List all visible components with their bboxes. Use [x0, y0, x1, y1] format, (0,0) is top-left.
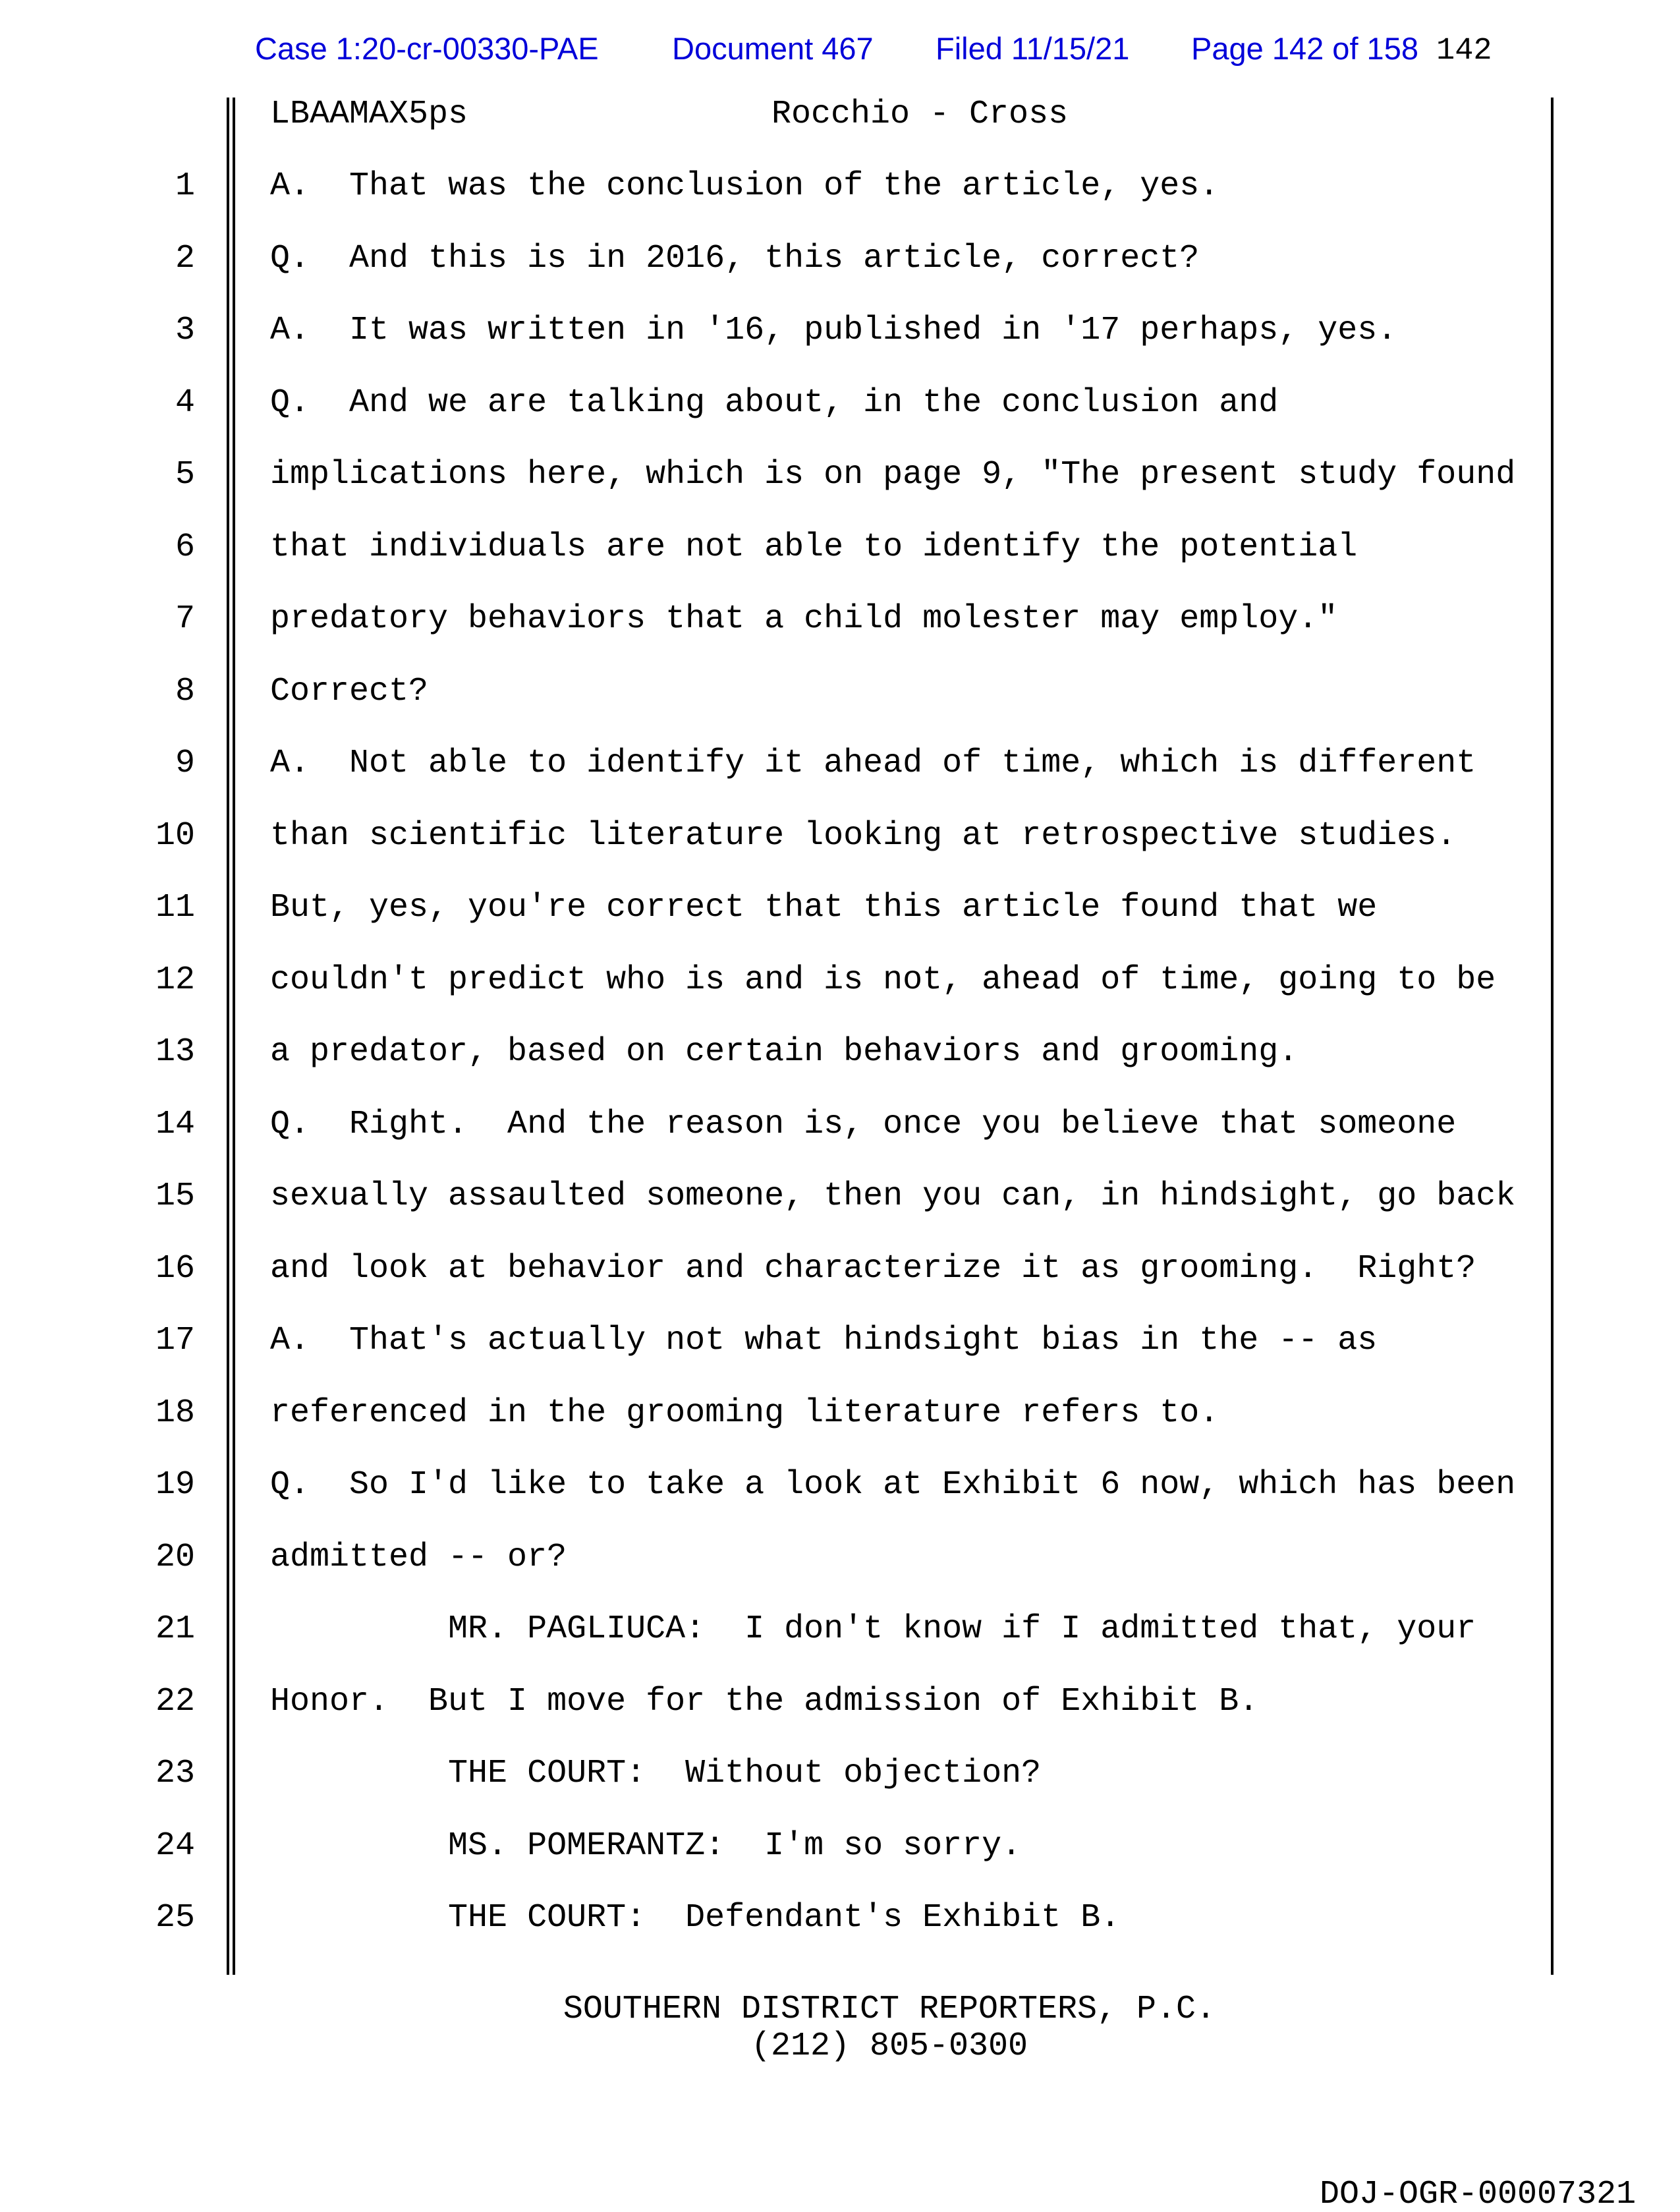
session-code: LBAAMAX5ps [270, 96, 468, 133]
line-number: 11 [155, 889, 195, 926]
bates-number: DOJ-OGR-00007321 [1320, 2176, 1637, 2212]
transcript-line [0, 1755, 1680, 1795]
line-number: 3 [175, 312, 195, 349]
transcript-line [0, 1106, 1680, 1146]
line-text: admitted -- or? [270, 1538, 567, 1576]
line-text: Honor. But I move for the admission of Exhibit B. [270, 1682, 1259, 1720]
transcript-line [0, 1900, 1680, 1939]
transcript-line [0, 385, 1680, 424]
line-text: THE COURT: Without objection? [270, 1755, 1042, 1792]
transcript-line [0, 745, 1680, 785]
line-number: 21 [155, 1610, 195, 1648]
stamp-document: Document 467 [672, 31, 874, 66]
transcript-line [0, 457, 1680, 496]
line-text: implications here, which is on page 9, "The present study found [270, 456, 1516, 494]
line-text: than scientific literature looking at retrospective studies. [270, 816, 1457, 855]
footer-reporter: SOUTHERN DISTRICT REPORTERS, P.C. [563, 1991, 1216, 2028]
line-number: 5 [175, 456, 195, 494]
line-number: 20 [155, 1538, 195, 1576]
line-number: 24 [155, 1827, 195, 1865]
line-number: 16 [155, 1249, 195, 1288]
transcript-line [0, 962, 1680, 1002]
witness-title: Rocchio - Cross [771, 96, 1069, 133]
transcript-line [0, 1684, 1680, 1723]
line-text: sexually assaulted someone, then you can, in hindsight, go back [270, 1177, 1516, 1215]
line-number: 23 [155, 1755, 195, 1792]
transcript-line [0, 818, 1680, 857]
line-number: 6 [175, 528, 195, 566]
line-text: predatory behaviors that a child molester may employ." [270, 600, 1338, 638]
line-text: couldn't predict who is and is not, ahead of time, going to be [270, 961, 1496, 999]
transcript-line [0, 1539, 1680, 1579]
line-text: A. It was written in '16, published in '17 perhaps, yes. [270, 312, 1397, 349]
transcript-line [0, 1178, 1680, 1218]
stamp-case-number: Case 1:20-cr-00330-PAE [255, 31, 599, 66]
line-text: MS. POMERANTZ: I'm so sorry. [270, 1827, 1022, 1865]
line-text: A. That's actually not what hindsight bias in the -- as [270, 1322, 1378, 1359]
line-number: 7 [175, 600, 195, 638]
line-number: 22 [155, 1682, 195, 1720]
line-number: 14 [155, 1105, 195, 1143]
line-text: Q. And this is in 2016, this article, correct? [270, 239, 1200, 277]
line-number: 9 [175, 745, 195, 782]
transcript-line [0, 168, 1680, 208]
line-text: Q. So I'd like to take a look at Exhibit 6 now, which has been [270, 1466, 1516, 1504]
line-text: A. That was the conclusion of the article, yes. [270, 167, 1219, 205]
footer-phone: (212) 805-0300 [750, 2028, 1028, 2065]
line-text: a predator, based on certain behaviors and grooming. [270, 1033, 1299, 1071]
transcript-line [0, 673, 1680, 713]
line-text: referenced in the grooming literature refers to. [270, 1394, 1219, 1432]
line-number: 25 [155, 1899, 195, 1937]
transcript-line [0, 1828, 1680, 1867]
line-number: 4 [175, 383, 195, 422]
line-text: Q. Right. And the reason is, once you believe that someone [270, 1105, 1457, 1143]
transcript-line [0, 1467, 1680, 1506]
line-number: 2 [175, 239, 195, 277]
transcript-line [0, 241, 1680, 280]
transcript-line [0, 601, 1680, 640]
stamp-filed-date: Filed 11/15/21 [936, 31, 1130, 66]
line-number: 12 [155, 961, 195, 999]
stamp-page-of: Page 142 of 158 [1191, 31, 1418, 66]
line-number: 15 [155, 1177, 195, 1215]
transcript-line [0, 1611, 1680, 1651]
line-text: Q. And we are talking about, in the conclusion and [270, 383, 1279, 422]
transcript-line [0, 1251, 1680, 1290]
line-number: 8 [175, 672, 195, 710]
line-number: 17 [155, 1322, 195, 1359]
line-number: 13 [155, 1033, 195, 1071]
line-number: 10 [155, 816, 195, 855]
transcript-line [0, 529, 1680, 569]
transcript-line [0, 1395, 1680, 1434]
transcript-line [0, 1322, 1680, 1362]
line-text: and look at behavior and characterize it as grooming. Right? [270, 1249, 1476, 1288]
transcript-page-number: 142 [1436, 34, 1492, 69]
transcript-line [0, 312, 1680, 352]
line-text: A. Not able to identify it ahead of time, which is different [270, 745, 1476, 782]
line-text: But, yes, you're correct that this article found that we [270, 889, 1378, 926]
line-text: THE COURT: Defendant's Exhibit B. [270, 1899, 1121, 1937]
transcript-line [0, 1034, 1680, 1073]
line-text: Correct? [270, 672, 429, 710]
line-number: 19 [155, 1466, 195, 1504]
line-number: 1 [175, 167, 195, 205]
line-text: MR. PAGLIUCA: I don't know if I admitted that, your [270, 1610, 1476, 1648]
transcript-line [0, 890, 1680, 929]
line-text: that individuals are not able to identify the potential [270, 528, 1358, 566]
line-number: 18 [155, 1394, 195, 1432]
